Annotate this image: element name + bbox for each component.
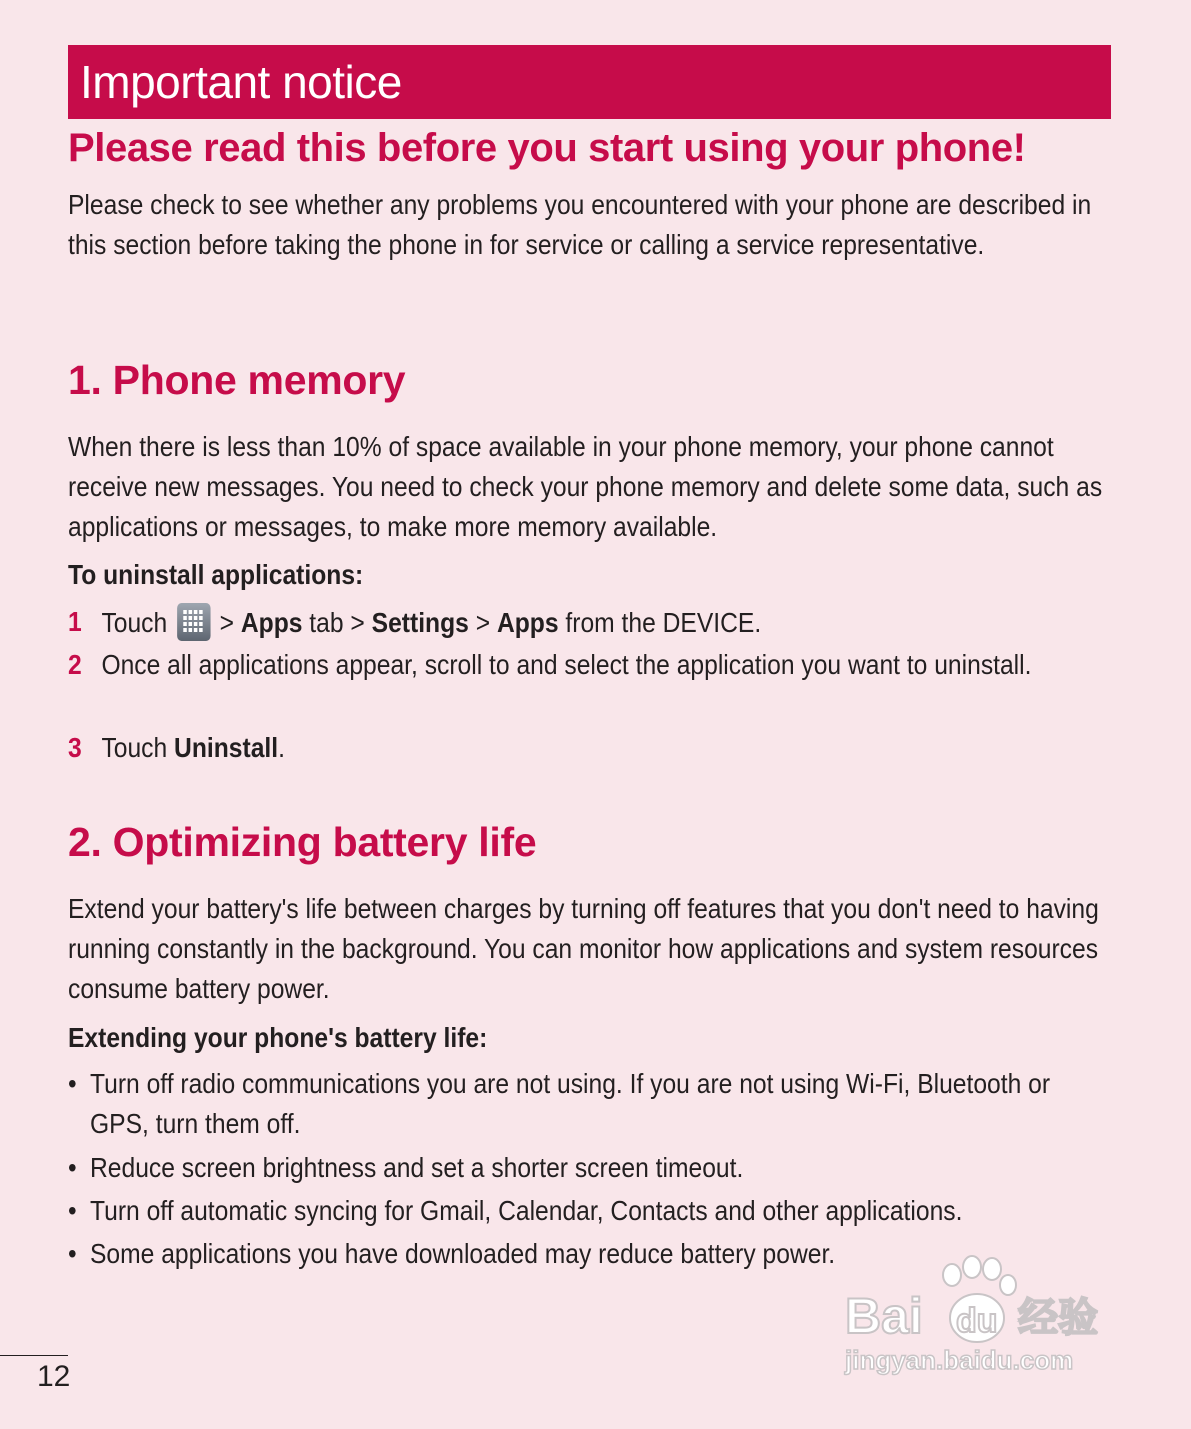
step-1-separator: > [219,607,235,638]
step-1-text [101,602,1113,643]
step-1-rest: from the DEVICE. [565,607,762,638]
step-3-touch: Touch [101,732,168,763]
step-1-separator-2: > [475,607,491,638]
section1-paragraph: When there is less than 10% of space available in your phone memory, your phone cannot receive new messages. You need to check your phone memory and delete some data, such as applications or messages, to make more memory available. [68,431,1103,542]
page-title: Important notice [80,56,402,108]
watermark-brand-cn: 经验 [1018,1295,1098,1341]
page-number-rule [0,1355,68,1356]
bullet-dot: • [68,1152,77,1183]
bullet-dot: • [68,1068,77,1099]
step-1-apps: Apps [240,607,303,638]
step-1-tab: tab > [309,607,365,638]
page-subtitle: Please read this before you start using your phone! [68,126,1026,170]
step-3-uninstall: Uninstall [174,732,279,763]
step-3-end: . [278,732,285,763]
bullet-text: Turn off automatic syncing for Gmail, Calendar, Contacts and other applications. [90,1195,963,1226]
bullet-dot: • [68,1238,77,1269]
watermark-brand-b: du [956,1302,998,1340]
baidu-paw-logo-icon [840,1255,1130,1385]
section2-paragraph: Extend your battery's life between charges by turning off features that you don't need to having running constantly in the background. You can monitor how applications and system resources consume battery power. [68,893,1099,1004]
section2-subheading: Extending your phone's battery life: [68,1022,488,1053]
step-1-apps-2: Apps [496,607,559,638]
page-number: 12 [37,1360,71,1393]
step-3-number: 3 [68,732,82,763]
step-1-settings: Settings [371,607,469,638]
watermark-brand-a: Bai [845,1288,923,1344]
section2-heading: 2. Optimizing battery life [68,819,537,865]
bullet-text: Turn off radio communications you are not using. If you are not using Wi-Fi, Bluetooth or GPS, turn them off. [90,1068,1051,1139]
step-2-number: 2 [68,649,82,680]
bullet-text: Some applications you have downloaded may reduce battery power. [90,1238,836,1269]
title-banner [68,45,1111,119]
step-1-number: 1 [68,606,82,637]
step-3-text [101,728,1113,768]
watermark-url: jingyan.baidu.com [845,1345,1074,1375]
section1-heading: 1. Phone memory [68,357,406,403]
bullet-dot: • [68,1195,77,1226]
intro-paragraph: Please check to see whether any problems you encountered with your phone are described in this section before taking the phone in for service or calling a service representative. [68,189,1092,260]
section1-subheading: To uninstall applications: [68,559,364,590]
bullet-text: Reduce screen brightness and set a shorter screen timeout. [90,1152,744,1183]
apps-grid-icon [176,602,211,642]
step-1-touch: Touch [101,607,168,638]
baidu-watermark [840,1255,1130,1385]
step-2-text: Once all applications appear, scroll to and select the application you want to uninstall. [101,649,1032,680]
